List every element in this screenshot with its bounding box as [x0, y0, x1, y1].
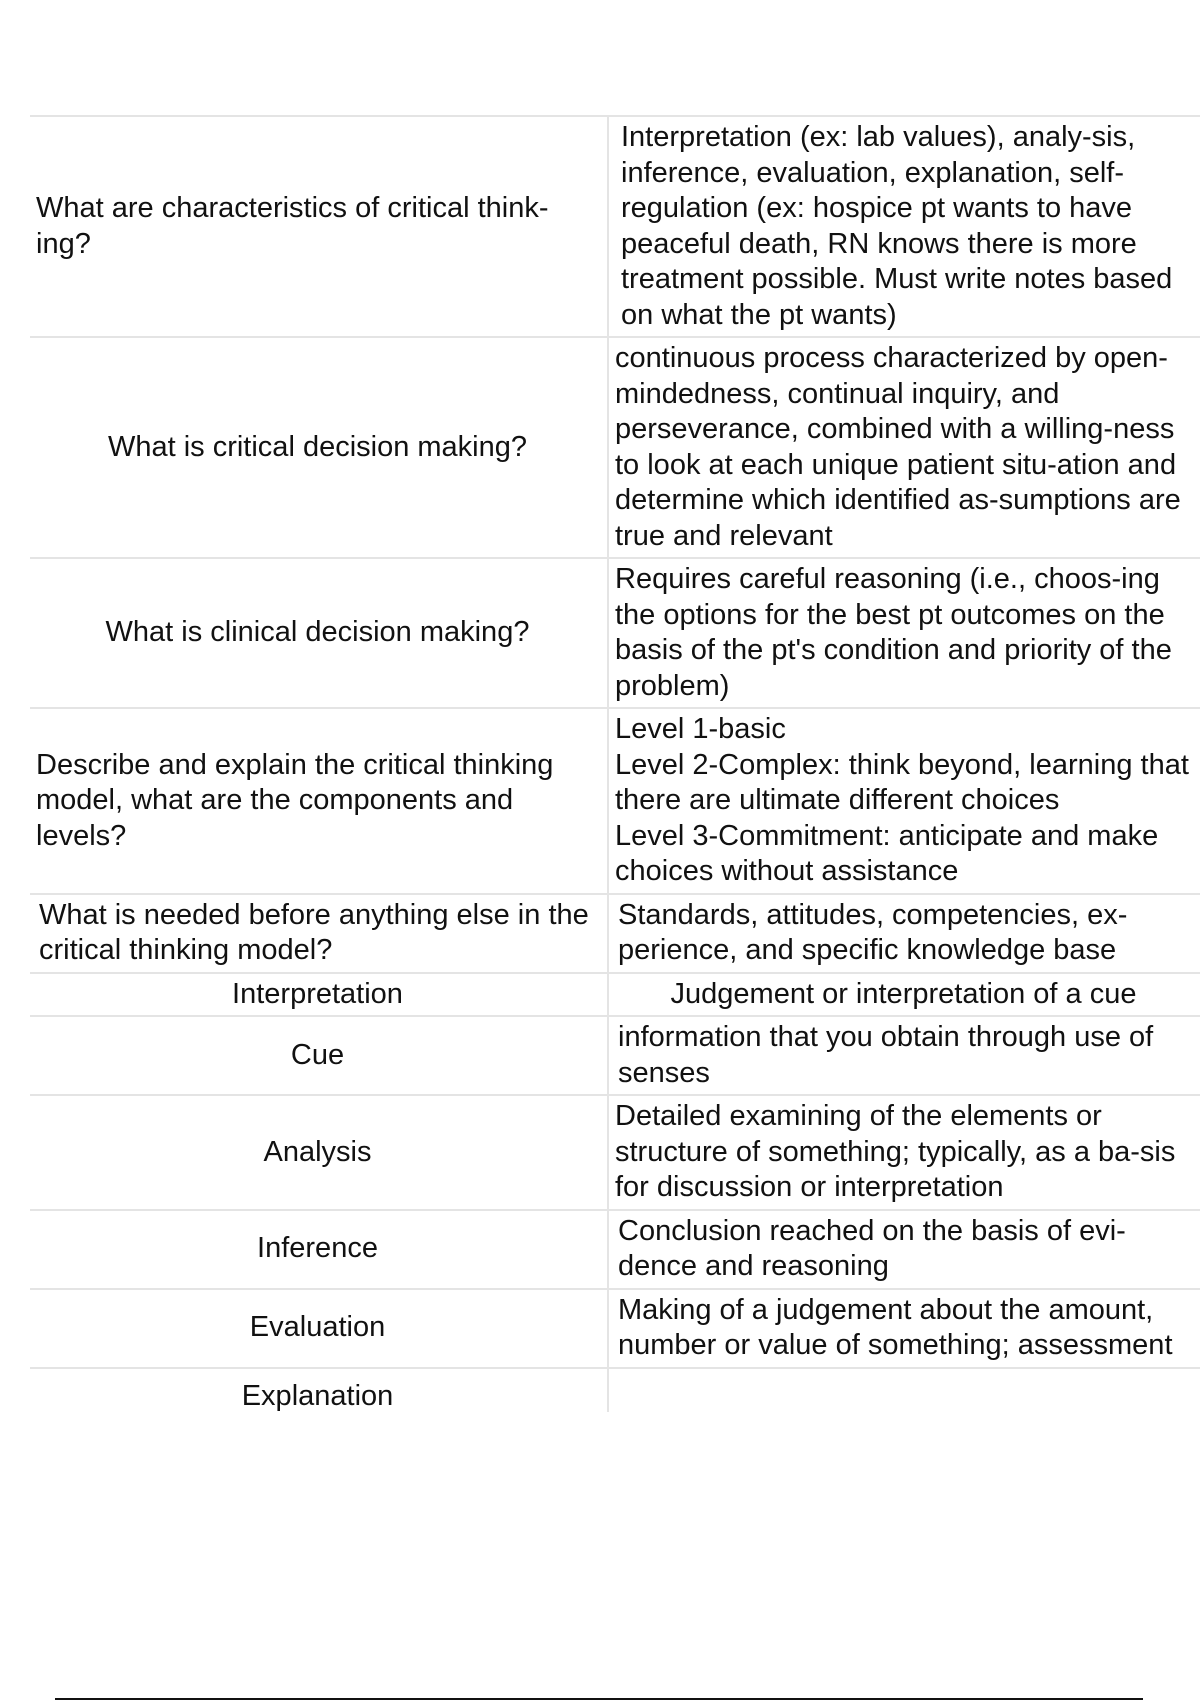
card-term: Interpretation: [30, 973, 608, 1017]
card-term: Evaluation: [30, 1289, 608, 1368]
card-definition: continuous process characterized by open-mindedness, continual inquiry, and perseverance, combined with a willing-ness to look at each unique patient situ-ation and determine which identified as-sumptions are true and relevant: [608, 337, 1200, 558]
card-term: What are characteristics of critical think-ing?: [30, 116, 608, 337]
card-term: Cue: [30, 1016, 608, 1095]
table-row: [30, 894, 1200, 973]
card-definition: information that you obtain through use of senses: [608, 1016, 1200, 1095]
card-term: Explanation: [30, 1368, 608, 1412]
card-term: What is needed before anything else in the critical thinking model?: [30, 894, 608, 973]
card-definition: Judgement or interpretation of a cue: [608, 973, 1200, 1017]
card-term: What is clinical decision making?: [30, 558, 608, 708]
level-line: Level 2-Complex: think beyond, learning that there are ultimate different choices: [615, 748, 1189, 816]
table-row: [30, 116, 1200, 337]
card-term: Describe and explain the critical thinking model, what are the components and levels?: [30, 708, 608, 894]
level-line: Level 1-basic: [615, 713, 786, 745]
table-row: [30, 337, 1200, 558]
table-row: [30, 1095, 1200, 1210]
card-definition: Conclusion reached on the basis of evi-dence and reasoning: [608, 1210, 1200, 1289]
card-term: What is critical decision making?: [30, 337, 608, 558]
table-row: [30, 1289, 1200, 1368]
card-definition: [608, 708, 1200, 894]
card-definition: Requires careful reasoning (i.e., choos-ing the options for the best pt outcomes on the basis of the pt's condition and priority of the problem): [608, 558, 1200, 708]
card-definition: Making of a judgement about the amount, number or value of something; assessment: [608, 1289, 1200, 1368]
card-definition: Standards, attitudes, competencies, ex-perience, and specific knowledge base: [608, 894, 1200, 973]
card-definition: [608, 1368, 1200, 1412]
card-definition: Detailed examining of the elements or structure of something; typically, as a ba-sis for discussion or interpretation: [608, 1095, 1200, 1210]
table-row: [30, 1210, 1200, 1289]
table-row: [30, 1016, 1200, 1095]
card-definition: Interpretation (ex: lab values), analy-sis, inference, evaluation, explanation, self-regulation (ex: hospice pt wants to have peaceful death, RN knows there is more treatment possible. Must write notes based on what the pt wants): [608, 116, 1200, 337]
table-row: [30, 1368, 1200, 1412]
table-row: [30, 558, 1200, 708]
card-term: Analysis: [30, 1095, 608, 1210]
table-row: [30, 973, 1200, 1017]
card-term: Inference: [30, 1210, 608, 1289]
flashcard-table: [30, 115, 1200, 1412]
level-line: Level 3-Commitment: anticipate and make choices without assistance: [615, 819, 1159, 887]
table-row: [30, 708, 1200, 894]
